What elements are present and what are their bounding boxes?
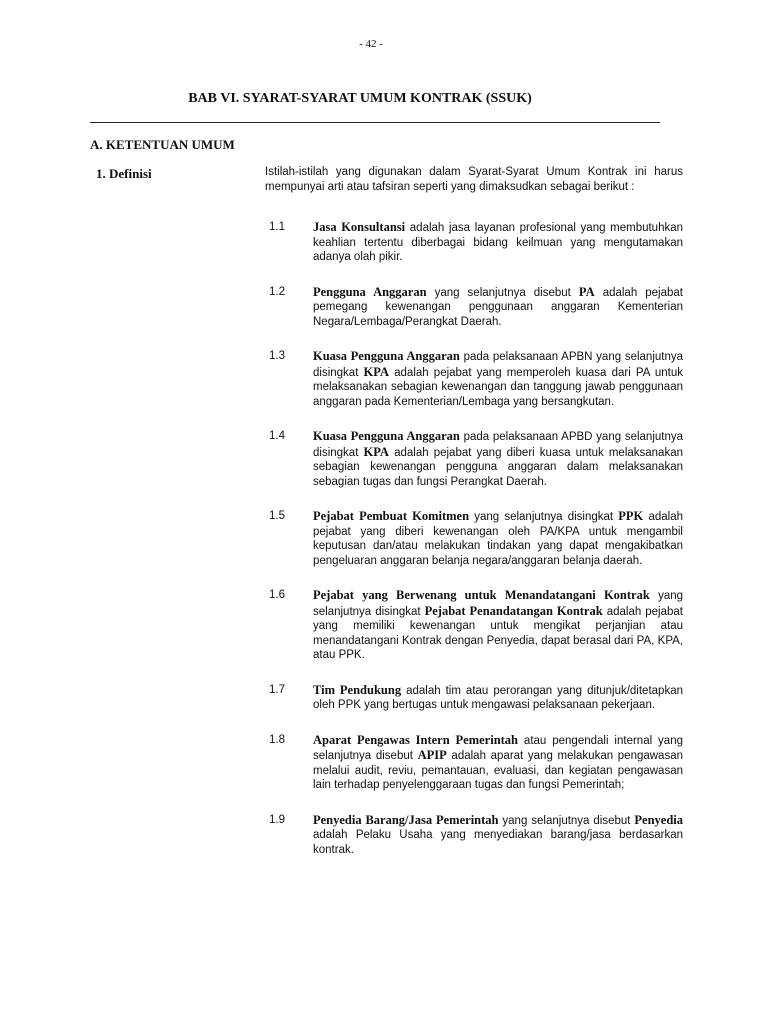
definition-fragment: adalah aparat yang melakukan pengawasan melalui audit, reviu, pemantauan, evaluasi, dan kegiatan pengawasan lain terhadap penyelenggaraan tugas dan fungsi Pemerintah; (313, 750, 683, 791)
definition-number: 1.6 (269, 589, 285, 601)
definition-fragment: pada pelaksanaan APBN yang selanjutnya disingkat (313, 351, 684, 379)
defined-term: Pejabat yang Berwenang untuk Menandatangani Kontrak (313, 588, 650, 602)
definition-number: 1.3 (269, 350, 285, 362)
definition-text (313, 509, 683, 568)
defined-term: Pengguna Anggaran (313, 284, 427, 299)
definition-item (265, 588, 683, 663)
defined-term: Aparat Pengawas Intern Pemerintah (313, 732, 519, 747)
section-heading: A. KETENTUAN UMUM (90, 137, 235, 152)
definition-number: 1.7 (269, 683, 285, 696)
defined-term: KPA (363, 364, 389, 379)
definition-fragment: adalah jasa layanan profesional yang membutuhkan keahlian tertentu diberbagai bidang keilmuan yang mengutamakan adanya olah pikir. (313, 222, 684, 263)
definition-fragment: pada pelaksanaan APBD yang selanjutnya disingkat (313, 431, 684, 459)
definition-item (265, 220, 683, 265)
definition-item (265, 429, 683, 489)
definition-text (313, 733, 683, 793)
defined-term: Penyedia Barang/Jasa Pemerintah (313, 812, 499, 827)
sub-heading-definisi: 1. Definisi (96, 166, 152, 181)
definition-fragment: adalah pejabat pemegang kewenangan penggunaan anggaran Kementerian Negara/Lembaga/Perangkat Daerah. (313, 286, 683, 328)
definition-item (265, 813, 683, 858)
page-number: - 42 - (359, 38, 383, 50)
defined-term: PPK (618, 509, 644, 523)
definition-number: 1.5 (269, 510, 285, 522)
definition-fragment: adalah pejabat yang memiliki kewenangan untuk mengikat perjanjian atau menandatangani Kontrak dengan Penyedia, dapat berasal dari PA, KPA, atau PPK. (313, 605, 683, 661)
definition-fragment: yang selanjutnya disebut (498, 814, 635, 827)
intro-paragraph: Istilah-istilah yang digunakan dalam Syarat-Syarat Umum Kontrak ini harus mempunyai arti atau tafsiran seperti yang dimaksudkan sebagai berikut : (265, 166, 683, 193)
definition-text (313, 683, 683, 713)
definition-item (265, 733, 683, 793)
defined-term: APIP (417, 748, 447, 762)
definition-text (313, 588, 683, 663)
definition-fragment: yang selanjutnya disebut (426, 286, 579, 299)
definition-item (265, 285, 683, 330)
definition-fragment: yang selanjutnya disingkat (469, 511, 619, 523)
definition-text (313, 813, 683, 858)
chapter-title: BAB VI. SYARAT-SYARAT UMUM KONTRAK (SSUK) (188, 91, 532, 106)
definition-fragment: adalah pejabat yang diberi kewenangan oleh PA/KPA untuk mengambil keputusan dan/atau melakukan tindakan yang dapat mengakibatkan pengeluaran anggaran belanja negara/anggaran belanja daerah. (313, 511, 683, 567)
defined-term: Jasa Konsultansi (313, 220, 406, 234)
definition-item (265, 509, 683, 568)
definition-fragment: yang selanjutnya disingkat (313, 590, 684, 618)
definition-text (313, 429, 683, 489)
definition-fragment: atau pengendali internal yang selanjutnya disebut (313, 734, 683, 762)
definition-number: 1.8 (269, 733, 285, 746)
definition-fragment: adalah tim atau perorangan yang ditunjuk/ditetapkan oleh PPK yang bertugas untuk mengawasi pelaksanaan pekerjaan. (313, 684, 683, 711)
definition-item (265, 683, 683, 713)
definition-text (313, 220, 683, 265)
definition-text (313, 349, 683, 409)
defined-term: PA (578, 284, 595, 299)
definition-fragment: adalah pejabat yang diberi kuasa untuk melaksanakan sebagian kewenangan pengguna anggaran dalam melaksanakan sebagian tugas dan fungsi Perangkat Daerah. (313, 446, 683, 488)
definition-list (265, 220, 683, 857)
defined-term: KPA (363, 444, 389, 459)
definition-number: 1.2 (269, 285, 285, 298)
definition-number: 1.1 (269, 221, 285, 233)
title-divider (90, 122, 660, 123)
defined-term: Pejabat Pembuat Komitmen (313, 509, 470, 523)
definition-item (265, 349, 683, 409)
defined-term: Pejabat Penandatangan Kontrak (424, 603, 603, 618)
definition-fragment: adalah pejabat yang memperoleh kuasa dari PA untuk melaksanakan sebagian kewenangan dan tanggung jawab penggunaan anggaran pada Kementerian/Lembaga yang bersangkutan. (313, 366, 683, 408)
definition-number: 1.4 (269, 430, 285, 442)
defined-term: Penyedia (634, 812, 684, 827)
defined-term: Tim Pendukung (313, 682, 402, 697)
definition-text (313, 285, 683, 330)
defined-term: Kuasa Pengguna Anggaran (313, 349, 460, 363)
definition-fragment: adalah Pelaku Usaha yang menyediakan barang/jasa berdasarkan kontrak. (313, 829, 683, 856)
definition-number: 1.9 (269, 813, 285, 826)
defined-term: Kuasa Pengguna Anggaran (313, 429, 460, 443)
